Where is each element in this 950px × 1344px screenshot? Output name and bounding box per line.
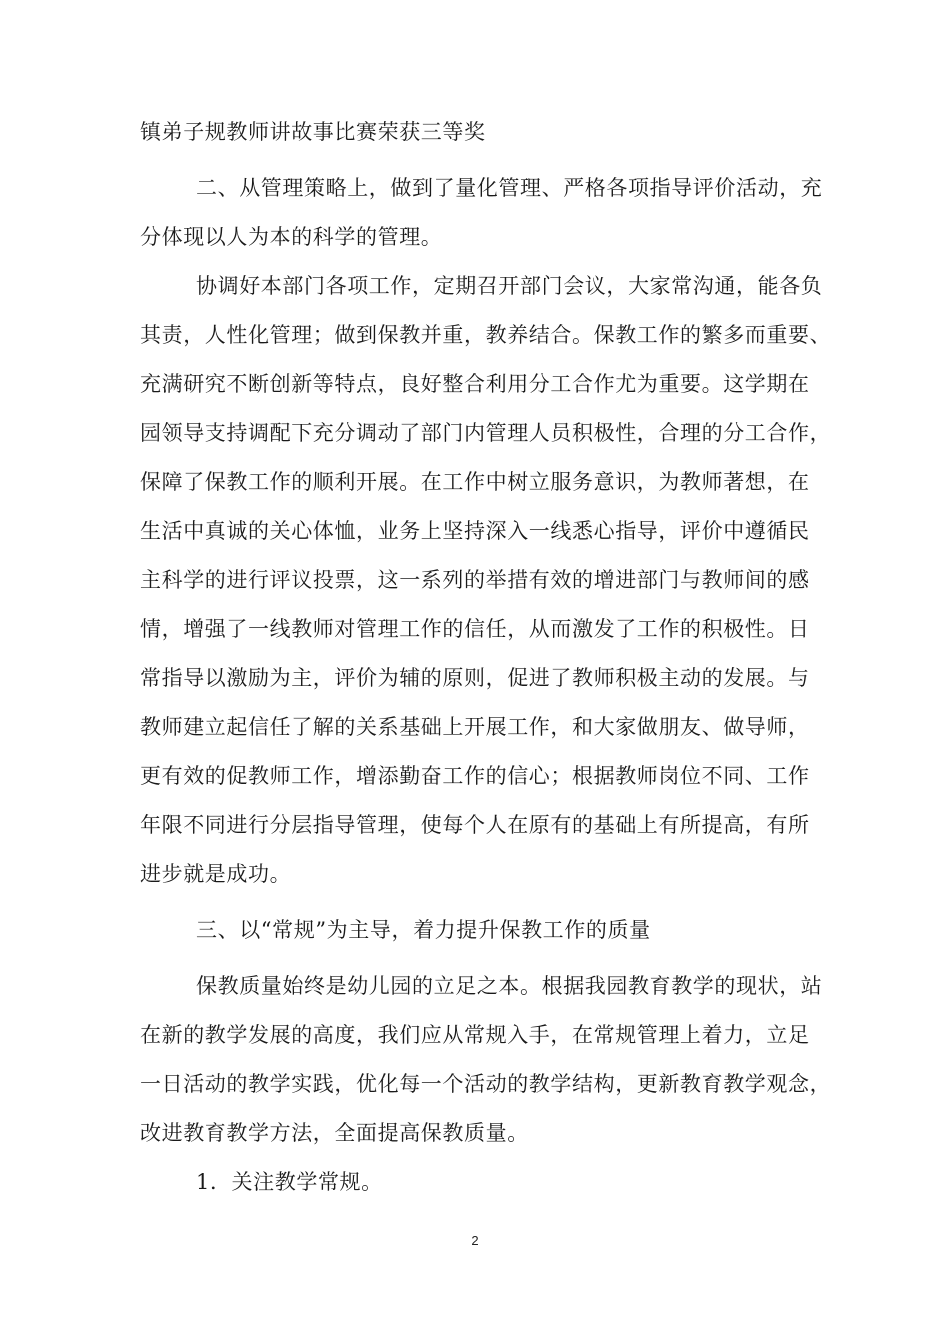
text-line-20: 一日活动的教学实践，优化每一个活动的教学结构，更新教育教学观念， [140, 1072, 832, 1096]
text-line-15: 年限不同进行分层指导管理，使每个人在原有的基础上有所提高，有所 [140, 813, 810, 837]
text-line-19: 在新的教学发展的高度，我们应从常规入手，在常规管理上着力，立足 [140, 1023, 810, 1047]
text-line-16: 进步就是成功。 [140, 862, 292, 886]
paragraph-start-18: 保教质量始终是幼儿园的立足之本。根据我园教育教学的现状，站 [196, 974, 823, 998]
text-line-13: 教师建立起信任了解的关系基础上开展工作，和大家做朋友、做导师， [140, 715, 810, 739]
subheading-1: 1．关注教学常规。 [196, 1170, 383, 1194]
text-line-1: 镇弟子规教师讲故事比赛荣获三等奖 [140, 120, 486, 144]
text-line-14: 更有效的促教师工作，增添勤奋工作的信心；根据教师岗位不同、工作 [140, 764, 810, 788]
text-line-21: 改进教育教学方法，全面提高保教质量。 [140, 1121, 529, 1145]
text-line-5: 其责，人性化管理；做到保教并重，教养结合。保教工作的繁多而重要、 [140, 323, 832, 347]
section-heading-2: 二、从管理策略上，做到了量化管理、严格各项指导评价活动，充 [196, 176, 823, 200]
text-line-11: 情，增强了一线教师对管理工作的信任，从而激发了工作的积极性。日 [140, 617, 810, 641]
paragraph-start-4: 协调好本部门各项工作，定期召开部门会议，大家常沟通，能各负 [196, 274, 823, 298]
text-line-10: 主科学的进行评议投票，这一系列的举措有效的增进部门与教师间的感 [140, 568, 810, 592]
text-line-6: 充满研究不断创新等特点，良好整合利用分工合作尤为重要。这学期在 [140, 372, 810, 396]
text-line-9: 生活中真诚的关心体恤，业务上坚持深入一线悉心指导，评价中遵循民 [140, 519, 810, 543]
text-line-12: 常指导以激励为主，评价为辅的原则，促进了教师积极主动的发展。与 [140, 666, 810, 690]
text-line-7: 园领导支持调配下充分调动了部门内管理人员积极性，合理的分工合作， [140, 421, 832, 445]
section-heading-3: 三、以“常规”为主导，着力提升保教工作的质量 [196, 918, 651, 942]
page-number: 2 [471, 1233, 479, 1248]
text-line-8: 保障了保教工作的顺利开展。在工作中树立服务意识，为教师著想，在 [140, 470, 810, 494]
text-line-3: 分体现以人为本的科学的管理。 [140, 225, 443, 249]
